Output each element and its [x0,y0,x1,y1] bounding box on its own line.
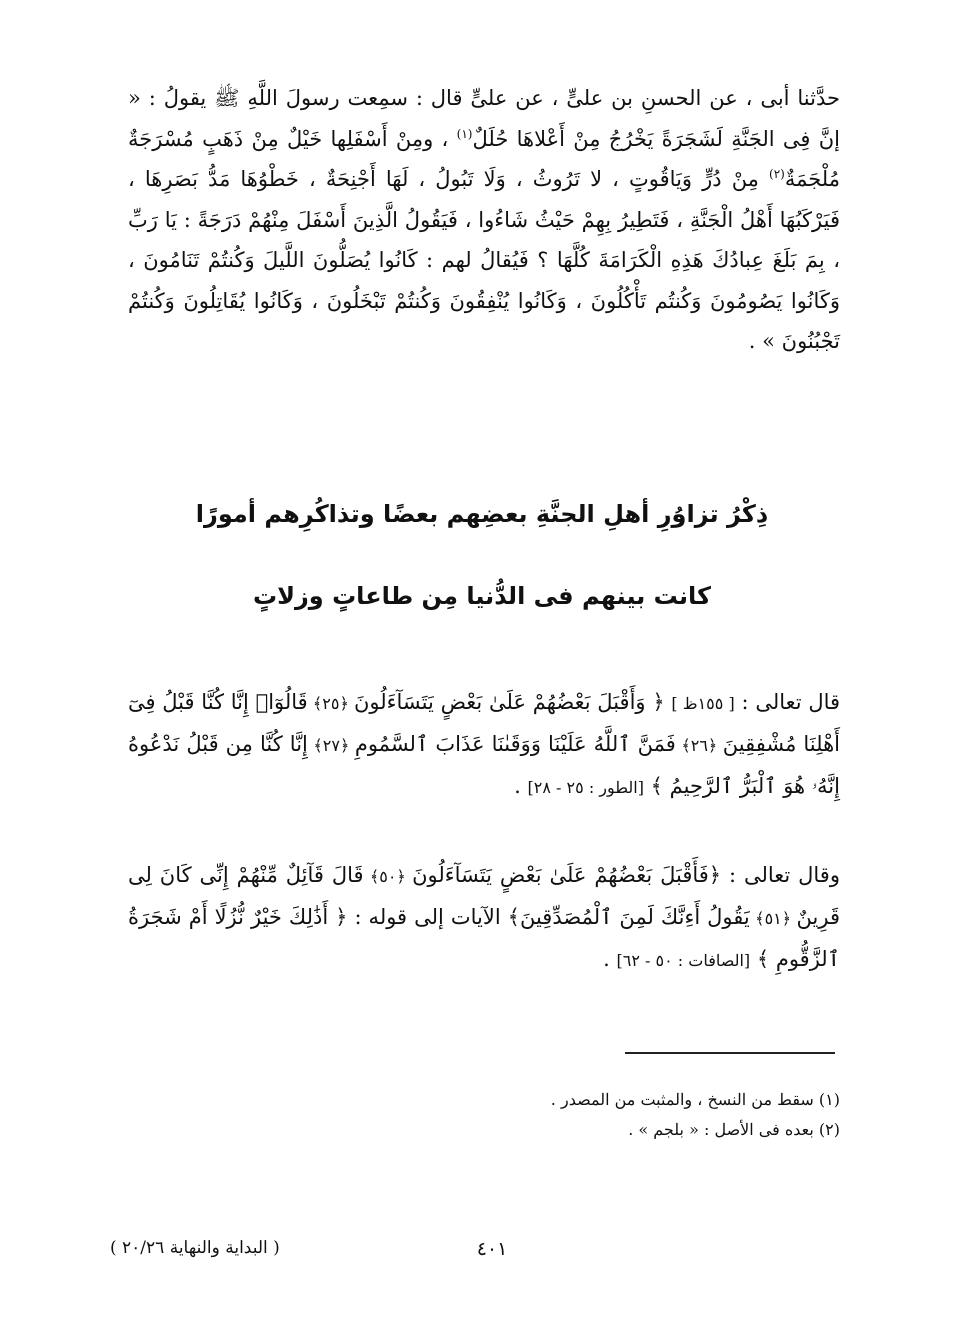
quran-citation-saffat [128,855,840,981]
verse-tur-25: وَأَقْبَلَ بَعْضُهُمْ عَلَىٰ بَعْضٍ يَتَسَآءَلُونَ [353,690,646,714]
page-number: ٤٠١ [476,1238,508,1260]
folio-marker: [ ١٥٥ظ ] [671,694,735,713]
section-heading-line-1: ذِكْرُ تزاوُرِ أهلِ الجنَّةِ بعضِهم بعضًا وتذاكُرِهم أمورًا [195,500,769,528]
quran-citation-tur [128,682,840,808]
verse-saffat-52: يَقُولُ أَءِنَّكَ لَمِنَ ٱلْمُصَدِّقِينَ [519,905,750,929]
citation-middle-text: الآيات إلى قوله : [347,905,508,929]
footnote-marker-2: (٢) [769,167,785,181]
verse-saffat-51: قَالَ قَآئِلٌ مِّنْهُمْ إِنِّى كَانَ لِى قَرِينٌ [128,863,841,929]
footnote-1: (١) سقط من النسخ ، والمثبت من المصدر . [550,1090,840,1109]
hadith-quote-part-b: ، ومِنْ أَسْفَلِها خَيْلٌ مِنْ ذَهَبٍ مُسْرَجَةٌ مُلْجَمَةٌ [128,126,840,191]
citation-end-period: . [514,774,528,798]
ayah-number-25: ﴿٢٥﴾ [307,694,354,713]
ayah-number-50: ﴿٥٠﴾ [363,867,413,886]
hadith-quote-part-a: « إنَّ فِى الجَنَّةِ لَشَجَرَةً يَخْرُجُ مِنْ أَعْلاهَا حُلَلٌ [128,86,840,151]
verse-open-bracket-2: ﴿ [328,905,348,929]
footnotes [440,1085,840,1145]
hadith-intro: حدَّثنا أبى ، عن الحسنِ بن علىٍّ ، عن علىٍّ قال : سمِعت رسولَ اللَّهِ ﷺ يقولُ : [148,86,840,110]
verse-tur-27: فَمَنَّ ٱللَّهُ عَلَيْنَا وَوَقَىٰنَا عَذَابَ ٱلسَّمُومِ [354,732,676,756]
hadith-quote-part-c: مِنْ دُرٍّ وَيَاقُوتٍ ، لا تَرُوثُ ، وَلَا تَبُولُ ، لَهَا أَجْنِحَةٌ ، خَطْوُهَا مَدُّ بَصَرِهَا ، فَيَرْكَبُهَا أَهْلُ الْجَنَّةِ ، فَتَطِيرُ بِهِمْ حَيْثُ شَاءُوا ، فَيَقُولُ الَّذِينَ أَسْفَلَ مِنْهُمْ دَرَجَةً : يَا رَبِّ ، بِمَ بَلَغَ عِبادُكَ هَذِهِ الْكَرَامَةَ كُلَّهَا ؟ فَيُقالُ لهم : كَانُوا يُصَلُّونَ اللَّيلَ وَكُنتُمْ تَنَامُونَ ، وَكَانُوا يَصُومُونَ وَكُنتُم تَأْكُلُونَ ، وَكَانُوا يُنْفِقُونَ وَكُنتُمْ تَبْخَلُونَ ، وَكَانُوا يُقَاتِلُونَ وَكُنتُمْ تَجْبُنُونَ » . [128,167,840,353]
hadith-paragraph [128,78,840,362]
verse-close-bracket: ﴾ [643,774,670,798]
footnote-2: (٢) بعده فى الأصل : « بلجم » . [628,1120,840,1139]
citation-end-period: . [603,947,617,971]
footnote-divider [625,1052,835,1054]
surah-reference-saffat: [الصافات : ٥٠ - ٦٢] [616,951,751,970]
verse-open-bracket: ﴿ [645,690,672,714]
running-footer: ( البداية والنهاية ٢٠/٢٦ ) [110,1238,280,1258]
verse-tur-28: إِنَّا كُنَّا مِن قَبْلُ نَدْعُوهُ إِنَّهُۥ هُوَ ٱلْبَرُّ ٱلرَّحِيمُ [128,732,840,798]
section-heading-line-2: كانت بينهم فى الدُّنيا مِن طاعاتٍ وزلاتٍ [252,582,712,610]
verse-open-bracket: ﴿ [708,863,722,887]
verse-tur-26: قَالُوٓا۟ إِنَّا كُنَّا قَبْلُ فِىٓ أَهْلِنَا مُشْفِقِينَ [128,690,841,756]
verse-saffat-50: فَأَقْبَلَ بَعْضُهُمْ عَلَىٰ بَعْضٍ يَتَسَآءَلُونَ [412,863,709,887]
citation-intro: قال تعالى : [734,690,841,714]
ayah-number-51: ﴿٥١﴾ [749,909,797,928]
verse-close-bracket: ﴾ [507,905,520,929]
ayah-number-26: ﴿٢٦﴾ [675,736,723,755]
surah-reference-tur: [الطور : ٢٥ - ٢٨] [527,778,644,797]
citation-intro: وقال تعالى : [721,863,840,887]
footnote-marker-1: (١) [456,126,473,141]
ayah-number-27: ﴿٢٧﴾ [307,736,355,755]
verse-close-bracket-2: ﴾ [750,947,776,971]
verse-saffat-62: أَذَٰلِكَ خَيْرٌ نُّزُلًا أَمْ شَجَرَةُ ٱلزَّقُّومِ [128,905,840,971]
